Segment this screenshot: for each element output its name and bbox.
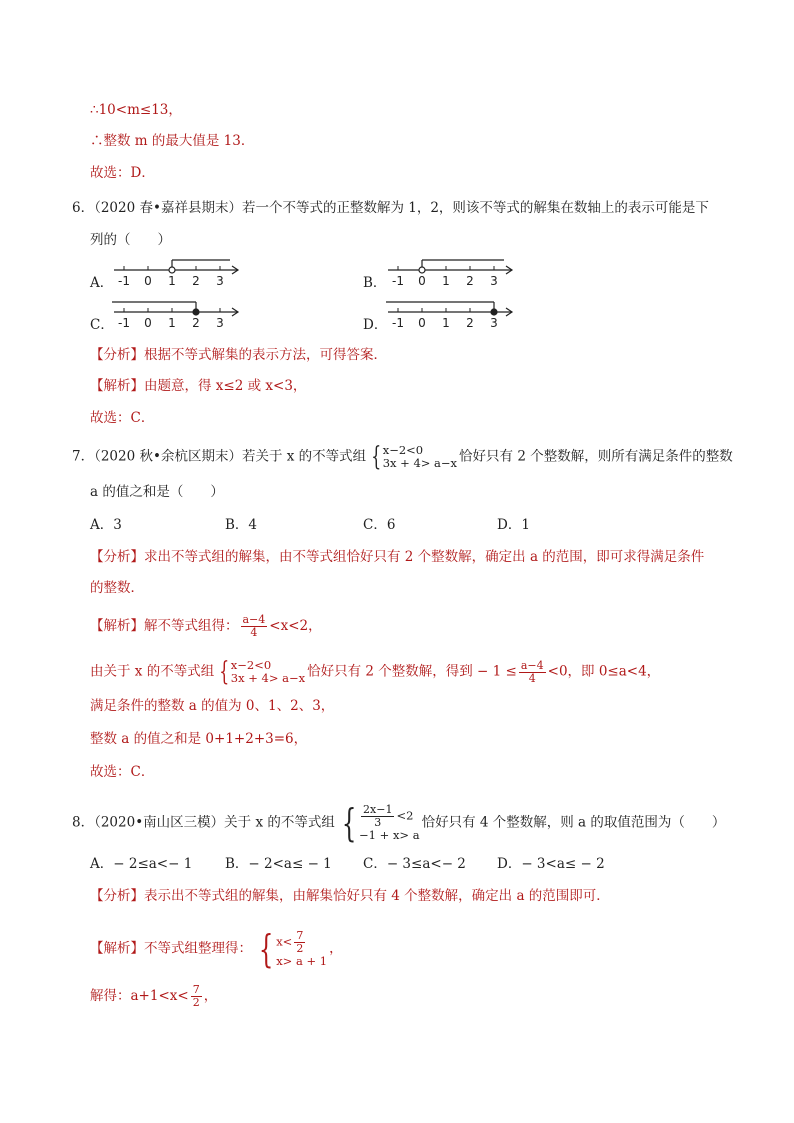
tick-label: 2 <box>466 316 474 330</box>
q8-choice-b: B．− 2<a≤ − 1 <box>225 856 332 872</box>
q6-option-d-numberline <box>384 294 524 334</box>
q6-stem-line-1 <box>72 198 709 218</box>
q8-choice-a: A．− 2≤a<− 1 <box>90 856 193 872</box>
q8-number: 8． <box>72 814 95 831</box>
q6-stem-2: 列的（ ） <box>90 232 171 248</box>
closed-point <box>193 309 199 315</box>
q6-option-b-numberline <box>384 252 524 292</box>
q6-solution: 【解析】由题意，得 x≤2 或 x<3， <box>90 378 307 394</box>
q8-solution-2: 解得：a+1<x< $\frac{7}{2}$ ， <box>90 983 218 1009</box>
top-line-1: ∴10<m≤13， <box>90 102 182 118</box>
open-point <box>419 267 425 273</box>
tick-label: 0 <box>144 316 152 330</box>
tick-label: -1 <box>118 316 130 330</box>
q8-choice-c: C．− 3≤a<− 2 <box>363 856 466 872</box>
q7-stem-line-1: 7．（2020 秋•余杭区期末）若关于 x 的不等式组 { x−2<0 3x + 4> a−x 恰好只有 2 个整数解，则所有满足条件的整数 <box>72 442 733 472</box>
q7-answer: 故选：C． <box>90 764 155 780</box>
tick-label: -1 <box>392 274 404 288</box>
q6-answer: 故选：C． <box>90 410 155 426</box>
closed-point <box>491 309 497 315</box>
tick-label: 1 <box>168 274 176 288</box>
q6-option-b-letter: B． <box>363 275 387 291</box>
q7-solution-2: 由关于 x 的不等式组 { x−2<0 3x + 4> a−x 恰好只有 2 个整数解，得到 − 1 ≤ $\frac{a-4}{4}$ <0，即 0≤a<4， <box>90 657 661 687</box>
tick-label: -1 <box>392 316 404 330</box>
tick-label: 2 <box>192 316 200 330</box>
q8-fraction: $\frac{7}{2}$ <box>192 983 200 1009</box>
tick-label: 3 <box>216 274 224 288</box>
q6-option-c-letter: C． <box>90 317 114 333</box>
tick-label: 3 <box>490 316 498 330</box>
q8-inequality-system-2: { x< $\frac{7}{2}$ x> a + 1 <box>258 927 328 971</box>
q6-option-a-numberline <box>110 252 250 292</box>
q7-solution-3: 满足条件的整数 a 的值为 0、1、2、3， <box>90 698 335 714</box>
tick-label: 2 <box>192 274 200 288</box>
tick-label: 1 <box>442 316 450 330</box>
q7-solution-4: 整数 a 的值之和是 0+1+2+3=6， <box>90 731 308 747</box>
q7-fraction-2: $\frac{a-4}{4}$ <box>520 658 544 685</box>
q7-number: 7． <box>72 448 95 465</box>
tick-label: 1 <box>168 316 176 330</box>
q8-solution-1: 【解析】不等式组整理得： { x< $\frac{7}{2}$ x> a + 1 ， <box>90 927 343 971</box>
tick-label: 1 <box>442 274 450 288</box>
q6-option-a-letter: A． <box>90 275 114 291</box>
top-line-3: 故选：D． <box>90 165 155 181</box>
q7-choice-b: B．4 <box>225 517 258 533</box>
tick-label: 3 <box>216 316 224 330</box>
q7-analysis-1: 【分析】求出不等式组的解集，由不等式组恰好只有 2 个整数解，确定出 a 的范围，即可求得满足条件 <box>90 549 705 565</box>
q6-option-c-numberline <box>110 294 250 334</box>
tick-label: 0 <box>144 274 152 288</box>
tick-label: 2 <box>466 274 474 288</box>
q6-analysis: 【分析】根据不等式解集的表示方法，可得答案． <box>90 347 387 363</box>
q6-stem-1: （2020 春•嘉祥县期末）若一个不等式的正整数解为 1，2，则该不等式的解集在数轴上的表示可能是下 <box>94 200 709 216</box>
tick-label: -1 <box>118 274 130 288</box>
tick-label: 3 <box>490 274 498 288</box>
top-line-2: ∴整数 m 的最大值是 13． <box>90 133 255 149</box>
q7-stem-2: a 的值之和是（ ） <box>90 484 224 500</box>
q7-fraction: $\frac{a-4}{4}$ <box>242 613 266 639</box>
q7-choice-a: A．3 <box>90 517 122 533</box>
q7-inequality-system: { x−2<0 3x + 4> a−x <box>371 442 458 472</box>
q8-inequality-system: { $\frac{2x-1}{3}$ <2 −1 + x> a <box>341 801 420 845</box>
q7-choice-c: C．6 <box>363 517 396 533</box>
q7-solution-1: 【解析】解不等式组得： $\frac{a-4}{4}$ <x<2， <box>90 613 322 639</box>
q6-number: 6． <box>72 200 95 216</box>
q8-stem-line-1: 8．（2020•南山区三模）关于 x 的不等式组 { $\frac{2x-1}{3}$ <2 −1 + x> a 恰好只有 4 个整数解，则 a 的取值范围为（ ） <box>72 801 726 845</box>
q7-choice-d: D．1 <box>497 517 530 533</box>
open-point <box>169 267 175 273</box>
q6-option-d-letter: D． <box>363 317 388 333</box>
tick-label: 0 <box>418 274 426 288</box>
q7-analysis-2: 的整数． <box>90 580 144 596</box>
tick-label: 0 <box>418 316 426 330</box>
q8-choice-d: D．− 3<a≤ − 2 <box>497 856 605 872</box>
q8-analysis: 【分析】表示出不等式组的解集，由解集恰好只有 4 个整数解，确定出 a 的范围即可． <box>90 888 610 904</box>
q7-inequality-system-2: { x−2<0 3x + 4> a−x <box>219 657 306 687</box>
